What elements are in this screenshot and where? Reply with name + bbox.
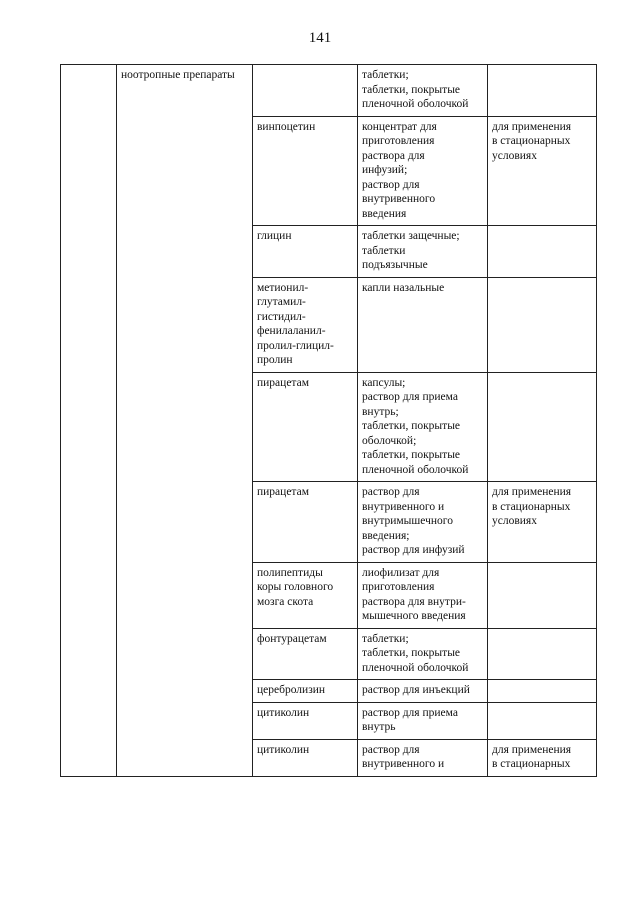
dosage-form-cell: раствор для инъекций [358, 680, 488, 703]
drug-name-cell: метионил- глутамил- гистидил- фенилаланил- пролил-глицил- пролин [253, 277, 358, 372]
dosage-form-cell: таблетки защечные; таблетки подъязычные [358, 226, 488, 278]
note-cell [488, 65, 597, 117]
dosage-form-cell: раствор для внутривенного и внутримышечного введения; раствор для инфузий [358, 482, 488, 563]
drug-name-cell: пирацетам [253, 482, 358, 563]
drug-name-cell: церебролизин [253, 680, 358, 703]
note-cell [488, 628, 597, 680]
drug-name-cell: цитиколин [253, 702, 358, 739]
note-cell: для применения в стационарных [488, 739, 597, 776]
atc-code-cell [61, 65, 117, 777]
note-cell [488, 680, 597, 703]
drug-name-cell: пирацетам [253, 372, 358, 482]
note-cell: для применения в стационарных условиях [488, 482, 597, 563]
dosage-form-cell: таблетки; таблетки, покрытые пленочной оболочкой [358, 628, 488, 680]
note-cell [488, 372, 597, 482]
dosage-form-cell: концентрат для приготовления раствора для инфузий; раствор для внутривенного введения [358, 116, 488, 226]
dosage-form-cell: капли назальные [358, 277, 488, 372]
dosage-form-cell: капсулы; раствор для приема внутрь; таблетки, покрытые оболочкой; таблетки, покрытые пленочной оболочкой [358, 372, 488, 482]
note-cell [488, 226, 597, 278]
dosage-form-cell: раствор для внутривенного и [358, 739, 488, 776]
dosage-form-cell: лиофилизат для приготовления раствора для внутри- мышечного введения [358, 562, 488, 628]
drug-name-cell: фонтурацетам [253, 628, 358, 680]
drug-name-cell: винпоцетин [253, 116, 358, 226]
dosage-form-cell: раствор для приема внутрь [358, 702, 488, 739]
note-cell [488, 702, 597, 739]
note-cell [488, 277, 597, 372]
drug-group-cell: ноотропные препараты [117, 65, 253, 777]
page-number: 141 [308, 30, 332, 46]
drug-name-cell: цитиколин [253, 739, 358, 776]
note-cell: для применения в стационарных условиях [488, 116, 597, 226]
drug-name-cell: полипептиды коры головного мозга скота [253, 562, 358, 628]
table-row [61, 65, 597, 117]
drug-name-cell: глицин [253, 226, 358, 278]
note-cell [488, 562, 597, 628]
drug-list-table [60, 64, 597, 777]
dosage-form-cell: таблетки; таблетки, покрытые пленочной оболочкой [358, 65, 488, 117]
drug-name-cell [253, 65, 358, 117]
